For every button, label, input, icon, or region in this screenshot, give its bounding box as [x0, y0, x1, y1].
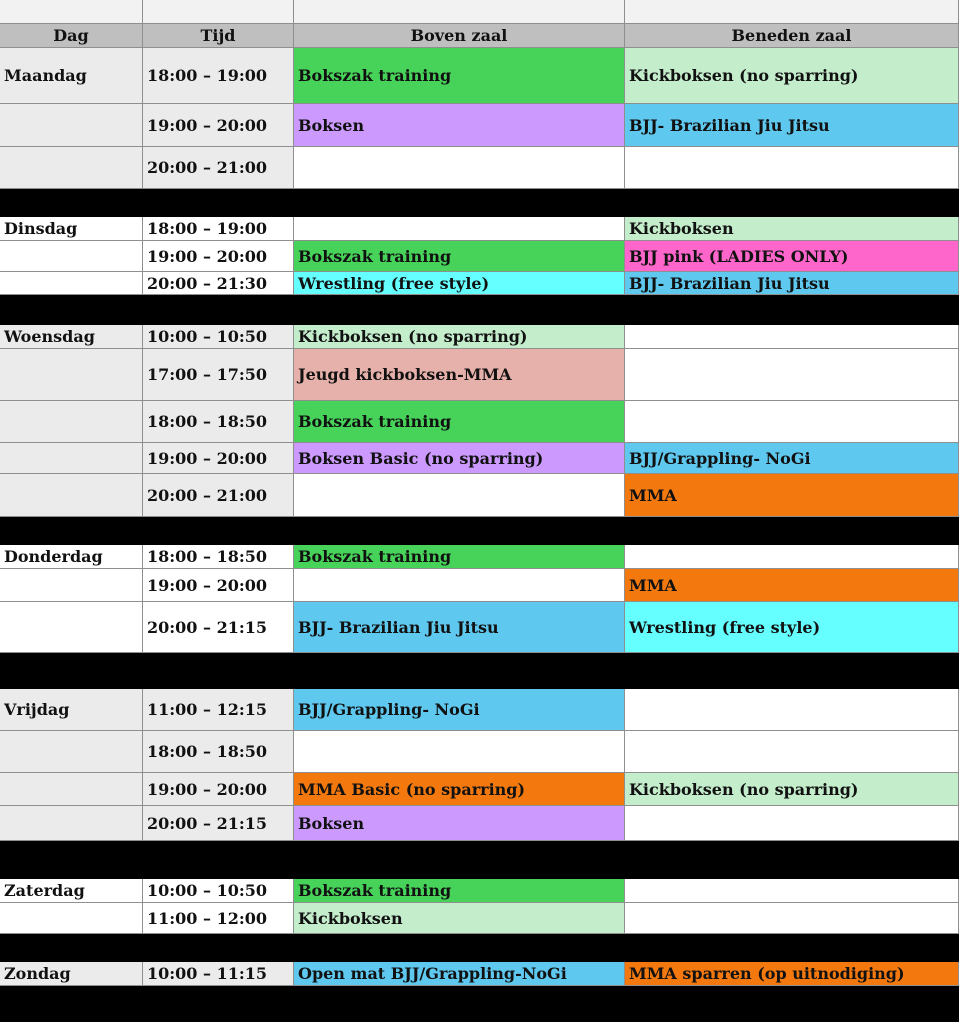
day-label: Maandag	[0, 48, 143, 104]
day-cell-empty	[0, 272, 143, 295]
beneden-zaal-cell: BJJ pink (LADIES ONLY)	[625, 241, 959, 272]
beneden-zaal-cell	[625, 903, 959, 934]
day-separator	[0, 841, 959, 879]
boven-zaal-cell: Kickboksen (no sparring)	[294, 325, 625, 349]
beneden-zaal-cell	[625, 806, 959, 841]
day-separator	[0, 934, 959, 962]
time-cell: 20:00 – 21:15	[143, 602, 294, 653]
time-cell: 10:00 – 11:15	[143, 962, 294, 986]
boven-zaal-cell: Jeugd kickboksen-MMA	[294, 349, 625, 401]
day-cell-empty	[0, 443, 143, 474]
boven-zaal-cell: Boksen	[294, 806, 625, 841]
day-cell-empty	[0, 401, 143, 443]
beneden-zaal-cell: Kickboksen (no sparring)	[625, 48, 959, 104]
day-label: Zondag	[0, 962, 143, 986]
beneden-zaal-cell: MMA sparren (op uitnodiging)	[625, 962, 959, 986]
boven-zaal-cell: Open mat BJJ/Grappling-NoGi	[294, 962, 625, 986]
time-cell: 18:00 – 18:50	[143, 731, 294, 773]
beneden-zaal-cell	[625, 147, 959, 189]
day-separator	[0, 517, 959, 545]
beneden-zaal-cell	[625, 349, 959, 401]
time-cell: 20:00 – 21:00	[143, 474, 294, 517]
time-cell: 20:00 – 21:15	[143, 806, 294, 841]
day-cell-empty	[0, 349, 143, 401]
beneden-zaal-cell: MMA	[625, 569, 959, 602]
boven-zaal-cell: Boksen	[294, 104, 625, 147]
beneden-zaal-cell: BJJ- Brazilian Jiu Jitsu	[625, 272, 959, 295]
time-cell: 19:00 – 20:00	[143, 104, 294, 147]
beneden-zaal-cell: BJJ/Grappling- NoGi	[625, 443, 959, 474]
day-separator	[0, 295, 959, 325]
time-cell: 20:00 – 21:30	[143, 272, 294, 295]
day-cell-empty	[0, 569, 143, 602]
time-cell: 18:00 – 18:50	[143, 401, 294, 443]
boven-zaal-cell: Bokszak training	[294, 48, 625, 104]
beneden-zaal-cell	[625, 879, 959, 903]
time-cell: 20:00 – 21:00	[143, 147, 294, 189]
time-cell: 19:00 – 20:00	[143, 569, 294, 602]
boven-zaal-cell: BJJ- Brazilian Jiu Jitsu	[294, 602, 625, 653]
blank-top-cell	[0, 0, 143, 24]
day-label: Vrijdag	[0, 689, 143, 731]
boven-zaal-cell	[294, 569, 625, 602]
boven-zaal-cell	[294, 474, 625, 517]
boven-zaal-cell	[294, 147, 625, 189]
column-header: Beneden zaal	[625, 24, 959, 48]
boven-zaal-cell: Bokszak training	[294, 241, 625, 272]
day-label: Zaterdag	[0, 879, 143, 903]
blank-top-cell	[625, 0, 959, 24]
boven-zaal-cell	[294, 217, 625, 241]
boven-zaal-cell: Bokszak training	[294, 401, 625, 443]
day-separator	[0, 189, 959, 217]
beneden-zaal-cell: Kickboksen	[625, 217, 959, 241]
beneden-zaal-cell: MMA	[625, 474, 959, 517]
blank-top-cell	[143, 0, 294, 24]
boven-zaal-cell: Kickboksen	[294, 903, 625, 934]
day-label: Donderdag	[0, 545, 143, 569]
time-cell: 17:00 – 17:50	[143, 349, 294, 401]
beneden-zaal-cell: BJJ- Brazilian Jiu Jitsu	[625, 104, 959, 147]
time-cell: 10:00 – 10:50	[143, 325, 294, 349]
boven-zaal-cell: Bokszak training	[294, 545, 625, 569]
day-cell-empty	[0, 773, 143, 806]
column-header: Dag	[0, 24, 143, 48]
beneden-zaal-cell	[625, 689, 959, 731]
day-separator	[0, 986, 959, 1022]
time-cell: 19:00 – 20:00	[143, 241, 294, 272]
time-cell: 19:00 – 20:00	[143, 773, 294, 806]
day-cell-empty	[0, 474, 143, 517]
boven-zaal-cell: MMA Basic (no sparring)	[294, 773, 625, 806]
beneden-zaal-cell	[625, 401, 959, 443]
day-separator	[0, 653, 959, 689]
beneden-zaal-cell: Kickboksen (no sparring)	[625, 773, 959, 806]
boven-zaal-cell	[294, 731, 625, 773]
time-cell: 19:00 – 20:00	[143, 443, 294, 474]
blank-top-cell	[294, 0, 625, 24]
time-cell: 10:00 – 10:50	[143, 879, 294, 903]
beneden-zaal-cell: Wrestling (free style)	[625, 602, 959, 653]
time-cell: 18:00 – 19:00	[143, 217, 294, 241]
day-label: Woensdag	[0, 325, 143, 349]
beneden-zaal-cell	[625, 545, 959, 569]
day-cell-empty	[0, 241, 143, 272]
time-cell: 11:00 – 12:00	[143, 903, 294, 934]
boven-zaal-cell: Bokszak training	[294, 879, 625, 903]
beneden-zaal-cell	[625, 325, 959, 349]
time-cell: 11:00 – 12:15	[143, 689, 294, 731]
beneden-zaal-cell	[625, 731, 959, 773]
day-cell-empty	[0, 731, 143, 773]
day-cell-empty	[0, 602, 143, 653]
column-header: Tijd	[143, 24, 294, 48]
day-cell-empty	[0, 104, 143, 147]
boven-zaal-cell: Wrestling (free style)	[294, 272, 625, 295]
day-cell-empty	[0, 147, 143, 189]
boven-zaal-cell: Boksen Basic (no sparring)	[294, 443, 625, 474]
day-cell-empty	[0, 806, 143, 841]
time-cell: 18:00 – 18:50	[143, 545, 294, 569]
time-cell: 18:00 – 19:00	[143, 48, 294, 104]
day-cell-empty	[0, 903, 143, 934]
boven-zaal-cell: BJJ/Grappling- NoGi	[294, 689, 625, 731]
day-label: Dinsdag	[0, 217, 143, 241]
column-header: Boven zaal	[294, 24, 625, 48]
